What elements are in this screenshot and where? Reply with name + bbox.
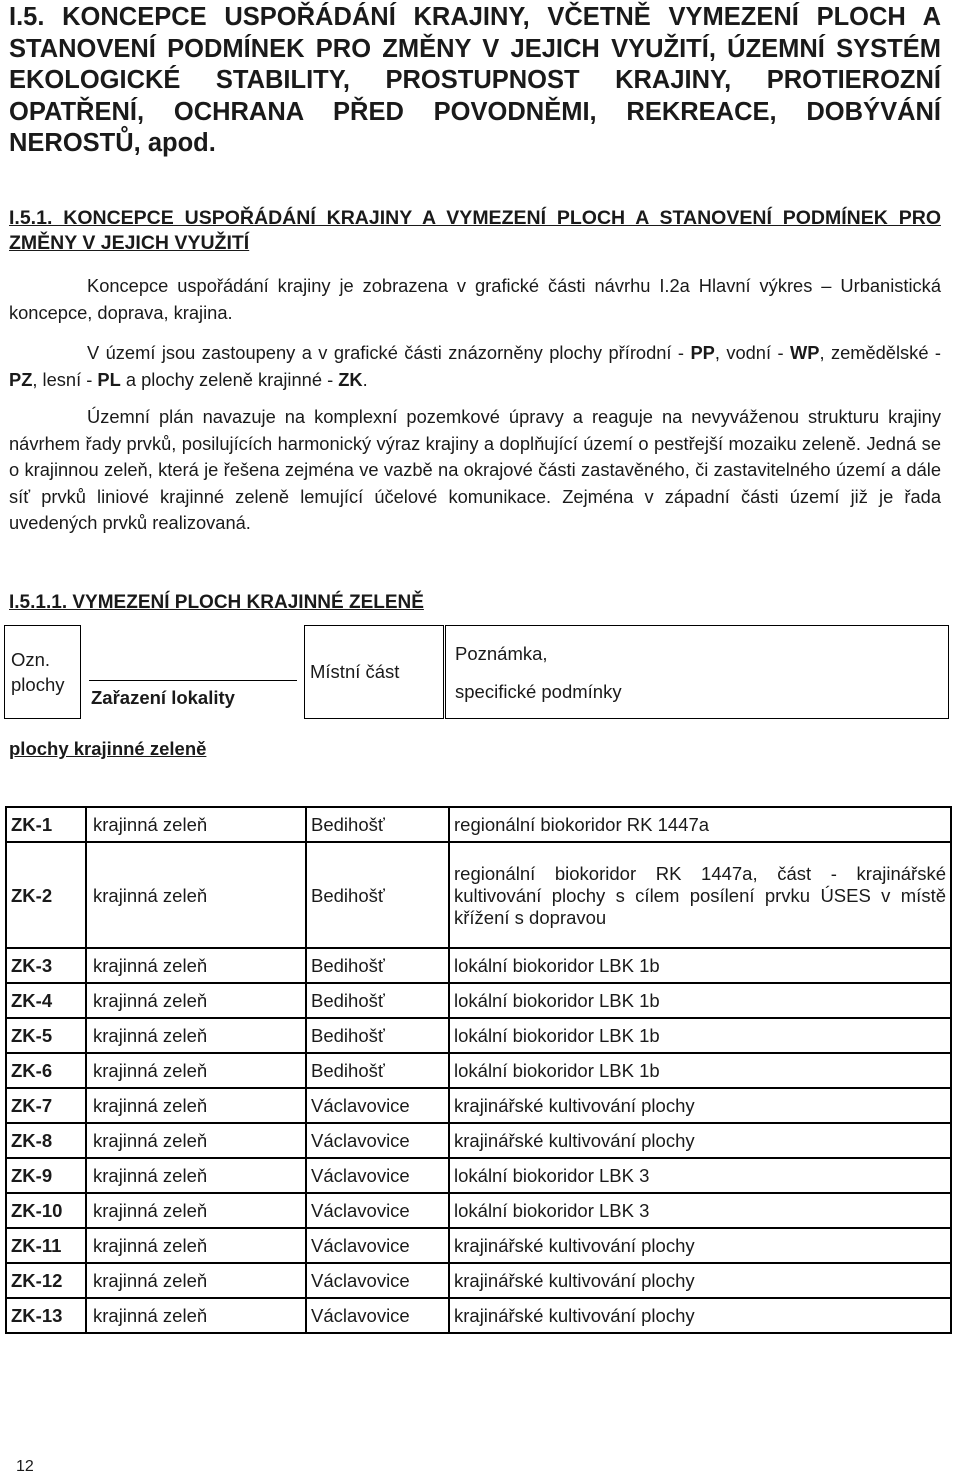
row-place: Václavovice bbox=[306, 1088, 449, 1123]
table-row bbox=[6, 948, 951, 983]
row-code: ZK-3 bbox=[6, 948, 86, 983]
header-cell-ozn bbox=[4, 625, 81, 719]
row-note: krajinářské kultivování plochy bbox=[449, 1228, 951, 1263]
section-heading: I.5.1. KONCEPCE USPOŘÁDÁNÍ KRAJINY A VYMEZENÍ PLOCH A STANOVENÍ PODMÍNEK PRO ZMĚNY V JEJICH VYUŽITÍ bbox=[9, 207, 941, 254]
header-cell-poznamka bbox=[445, 625, 949, 719]
row-note: lokální biokoridor LBK 1b bbox=[449, 983, 951, 1018]
table-row bbox=[6, 1193, 951, 1228]
row-note: krajinářské kultivování plochy bbox=[449, 1123, 951, 1158]
row-place: Bedihošť bbox=[306, 807, 449, 842]
code-wp: WP bbox=[789, 342, 820, 363]
row-place: Václavovice bbox=[306, 1158, 449, 1193]
row-place: Václavovice bbox=[306, 1193, 449, 1228]
para2-text: a plochy zeleně krajinné - bbox=[120, 368, 339, 390]
row-type: krajinná zeleň bbox=[86, 1123, 306, 1158]
row-code: ZK-8 bbox=[6, 1123, 86, 1158]
paragraph-concept: Koncepce uspořádání krajiny je zobrazena v grafické části návrhu I.2a Hlavní výkres – Urbanistická koncepce, doprava, krajina. bbox=[9, 275, 941, 323]
row-note: lokální biokoridor LBK 1b bbox=[449, 1018, 951, 1053]
row-note: lokální biokoridor LBK 3 bbox=[449, 1193, 951, 1228]
para2-text: . bbox=[362, 368, 368, 390]
header-ozn-line1: Ozn. bbox=[11, 649, 51, 670]
code-pl: PL bbox=[97, 368, 121, 390]
para2-text: , lesní - bbox=[32, 368, 98, 390]
row-code: ZK-2 bbox=[6, 842, 86, 948]
table-row bbox=[6, 1088, 951, 1123]
row-code: ZK-5 bbox=[6, 1018, 86, 1053]
header-mistni: Místní část bbox=[310, 661, 400, 682]
row-place: Václavovice bbox=[306, 1123, 449, 1158]
row-note: lokální biokoridor LBK 1b bbox=[449, 948, 951, 983]
code-zk: ZK bbox=[338, 368, 363, 390]
header-zarazeni: Zařazení lokality bbox=[91, 687, 235, 708]
row-place: Bedihošť bbox=[306, 983, 449, 1018]
table-row bbox=[6, 1228, 951, 1263]
table-row bbox=[6, 983, 951, 1018]
category-heading: plochy krajinné zeleně bbox=[9, 738, 207, 759]
table-row bbox=[6, 1158, 951, 1193]
row-type: krajinná zeleň bbox=[86, 1228, 306, 1263]
row-code: ZK-10 bbox=[6, 1193, 86, 1228]
row-type: krajinná zeleň bbox=[86, 1018, 306, 1053]
table-row bbox=[6, 1018, 951, 1053]
header-ozn-line2: plochy bbox=[11, 674, 65, 695]
row-place: Václavovice bbox=[306, 1298, 449, 1333]
para2-text: , vodní - bbox=[714, 342, 790, 363]
row-type: krajinná zeleň bbox=[86, 983, 306, 1018]
header-poznamka-line2: specifické podmínky bbox=[455, 681, 622, 702]
main-heading: I.5. KONCEPCE USPOŘÁDÁNÍ KRAJINY, VČETNĚ VYMEZENÍ PLOCH A STANOVENÍ PODMÍNEK PRO ZMĚNY V JEJICH VYUŽITÍ, ÚZEMNÍ SYSTÉM EKOLOGICKÉ STABILITY, PROSTUPNOST KRAJINY, PROTIEROZNÍ OPATŘENÍ, OCHRANA PŘED POVODNĚMI, REKREACE, DOBÝVÁNÍ NEROSTŮ, apod. bbox=[9, 3, 941, 157]
row-place: Bedihošť bbox=[306, 842, 449, 948]
row-code: ZK-12 bbox=[6, 1263, 86, 1298]
table-row bbox=[6, 1263, 951, 1298]
header-zarazeni-rule bbox=[89, 680, 297, 681]
row-code: ZK-13 bbox=[6, 1298, 86, 1333]
paragraph-plochy bbox=[9, 340, 941, 393]
row-type: krajinná zeleň bbox=[86, 1088, 306, 1123]
zk-table-body bbox=[6, 807, 951, 1333]
row-note: lokální biokoridor LBK 1b bbox=[449, 1053, 951, 1088]
row-code: ZK-4 bbox=[6, 983, 86, 1018]
row-place: Bedihošť bbox=[306, 1053, 449, 1088]
zk-table bbox=[5, 806, 952, 1334]
table-row bbox=[6, 1123, 951, 1158]
row-type: krajinná zeleň bbox=[86, 1193, 306, 1228]
row-code: ZK-11 bbox=[6, 1228, 86, 1263]
table-row bbox=[6, 1053, 951, 1088]
row-type: krajinná zeleň bbox=[86, 1298, 306, 1333]
paragraph-uzemni-plan: Územní plán navazuje na komplexní pozemkové úpravy a reaguje na nevyváženou strukturu krajiny návrhem řady prvků, posilujících harmonický výraz krajiny a doplňující území o pestřejší mozaiku zeleně. Jedná se o krajinnou zeleň, která je řešena zejména ve vazbě na okrajové části zastavěného, či zastavitelného území a dále síť prvků liniové krajinné zeleně lemující účelové komunikace. Zejména v západní části území již je řada uvedených prvků realizovaná. bbox=[9, 406, 941, 533]
row-note: regionální biokoridor RK 1447a, část - krajinářské kultivování plochy s cílem posílení prvku ÚSES v místě křížení s dopravou bbox=[449, 842, 951, 948]
row-note: lokální biokoridor LBK 3 bbox=[449, 1158, 951, 1193]
subsection-heading: I.5.1.1. VYMEZENÍ PLOCH KRAJINNÉ ZELENĚ bbox=[9, 592, 424, 613]
row-type: krajinná zeleň bbox=[86, 948, 306, 983]
para2-text: V území jsou zastoupeny a v grafické části znázorněny plochy přírodní - bbox=[87, 342, 691, 363]
row-code: ZK-1 bbox=[6, 807, 86, 842]
row-place: Václavovice bbox=[306, 1263, 449, 1298]
row-note: krajinářské kultivování plochy bbox=[449, 1298, 951, 1333]
row-type: krajinná zeleň bbox=[86, 1053, 306, 1088]
row-code: ZK-6 bbox=[6, 1053, 86, 1088]
row-type: krajinná zeleň bbox=[86, 842, 306, 948]
row-place: Bedihošť bbox=[306, 1018, 449, 1053]
row-note: regionální biokoridor RK 1447a bbox=[449, 807, 951, 842]
header-poznamka-line1: Poznámka, bbox=[455, 643, 548, 664]
row-type: krajinná zeleň bbox=[86, 807, 306, 842]
row-note: krajinářské kultivování plochy bbox=[449, 1263, 951, 1298]
row-type: krajinná zeleň bbox=[86, 1263, 306, 1298]
row-place: Václavovice bbox=[306, 1228, 449, 1263]
row-type: krajinná zeleň bbox=[86, 1158, 306, 1193]
page-number: 12 bbox=[16, 1458, 34, 1475]
row-note: krajinářské kultivování plochy bbox=[449, 1088, 951, 1123]
table-row bbox=[6, 1298, 951, 1333]
code-pz: PZ bbox=[9, 368, 33, 390]
para2-text: , zemědělské - bbox=[819, 342, 941, 363]
table-row bbox=[6, 807, 951, 842]
row-code: ZK-7 bbox=[6, 1088, 86, 1123]
row-place: Bedihošť bbox=[306, 948, 449, 983]
table-row bbox=[6, 842, 951, 948]
code-pp: PP bbox=[690, 342, 715, 363]
row-code: ZK-9 bbox=[6, 1158, 86, 1193]
